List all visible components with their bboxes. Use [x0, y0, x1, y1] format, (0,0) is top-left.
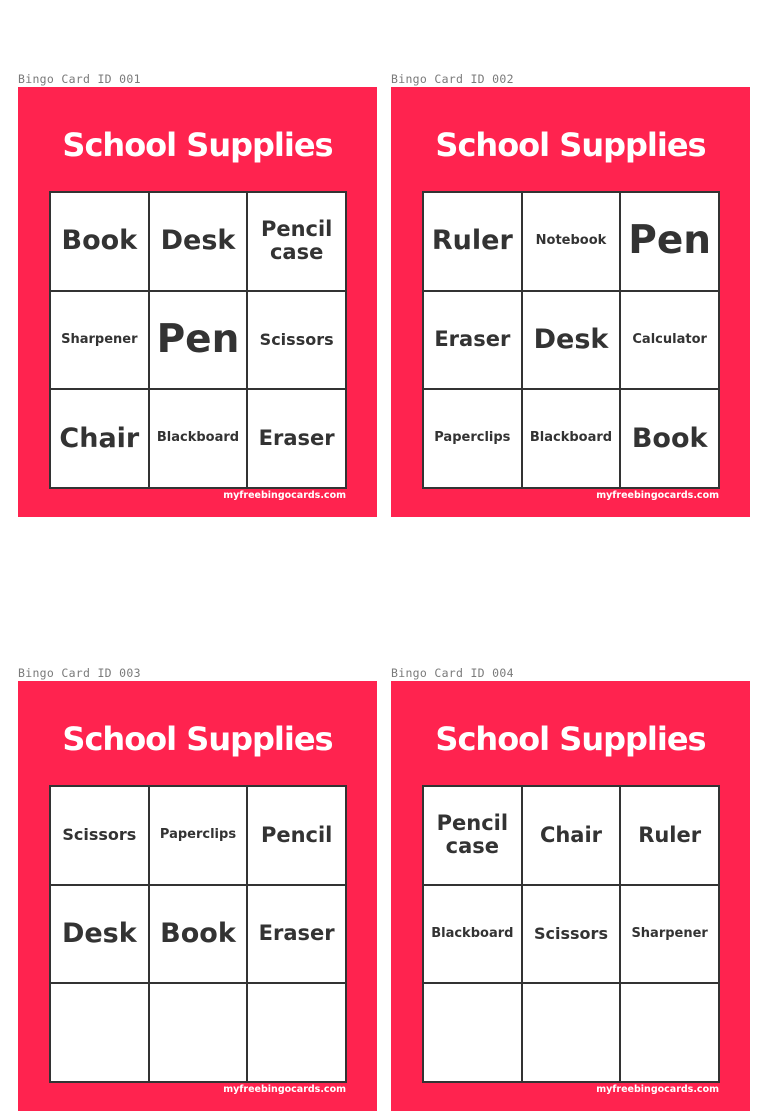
- card-footer-url: myfreebingocards.com: [596, 1084, 719, 1095]
- bingo-cell: [51, 984, 148, 1081]
- card-id-label: Bingo Card ID 003: [18, 666, 141, 680]
- bingo-cell: Chair: [523, 787, 620, 884]
- bingo-card-002: [391, 72, 750, 517]
- card-title: School Supplies: [435, 720, 706, 758]
- bingo-cell: [621, 984, 718, 1081]
- bingo-cell: [424, 984, 521, 1081]
- card-panel: [391, 87, 750, 517]
- bingo-cell: Sharpener: [51, 292, 148, 389]
- card-footer-url: myfreebingocards.com: [223, 1084, 346, 1095]
- bingo-cell: Ruler: [621, 787, 718, 884]
- bingo-cell: Blackboard: [424, 886, 521, 983]
- card-title: School Supplies: [435, 126, 706, 164]
- bingo-cell: Pen: [150, 292, 247, 389]
- card-id-label: Bingo Card ID 001: [18, 72, 141, 86]
- bingo-cell: Eraser: [424, 292, 521, 389]
- bingo-grid: [49, 785, 347, 1083]
- bingo-cell: Scissors: [523, 886, 620, 983]
- bingo-card-003: [18, 666, 377, 1111]
- card-title: School Supplies: [62, 720, 333, 758]
- card-id-label: Bingo Card ID 004: [391, 666, 514, 680]
- bingo-cell: Scissors: [248, 292, 345, 389]
- bingo-cell: Pencil case: [248, 193, 345, 290]
- bingo-cell: Calculator: [621, 292, 718, 389]
- bingo-cell: Book: [150, 886, 247, 983]
- bingo-grid: [49, 191, 347, 489]
- bingo-cell: Paperclips: [424, 390, 521, 487]
- bingo-cell: Desk: [150, 193, 247, 290]
- bingo-card-001: [18, 72, 377, 517]
- bingo-cell: Pen: [621, 193, 718, 290]
- bingo-cell: Pencil case: [424, 787, 521, 884]
- bingo-cell: Eraser: [248, 886, 345, 983]
- bingo-cell: Notebook: [523, 193, 620, 290]
- bingo-cell: Book: [51, 193, 148, 290]
- bingo-cell: Desk: [51, 886, 148, 983]
- bingo-cell: Ruler: [424, 193, 521, 290]
- bingo-cell: [150, 984, 247, 1081]
- card-panel: [18, 87, 377, 517]
- bingo-cell: Desk: [523, 292, 620, 389]
- bingo-grid: [422, 191, 720, 489]
- bingo-cell: Chair: [51, 390, 148, 487]
- bingo-cell: Scissors: [51, 787, 148, 884]
- bingo-cell: Book: [621, 390, 718, 487]
- card-id-label: Bingo Card ID 002: [391, 72, 514, 86]
- bingo-cell: Pencil: [248, 787, 345, 884]
- card-panel: [391, 681, 750, 1111]
- bingo-grid: [422, 785, 720, 1083]
- bingo-cell: Paperclips: [150, 787, 247, 884]
- bingo-cell: Eraser: [248, 390, 345, 487]
- card-title: School Supplies: [62, 126, 333, 164]
- bingo-cell: Blackboard: [523, 390, 620, 487]
- bingo-card-004: [391, 666, 750, 1111]
- card-footer-url: myfreebingocards.com: [223, 490, 346, 501]
- bingo-cell: Blackboard: [150, 390, 247, 487]
- bingo-cell: [248, 984, 345, 1081]
- bingo-cell: [523, 984, 620, 1081]
- card-footer-url: myfreebingocards.com: [596, 490, 719, 501]
- card-panel: [18, 681, 377, 1111]
- bingo-cell: Sharpener: [621, 886, 718, 983]
